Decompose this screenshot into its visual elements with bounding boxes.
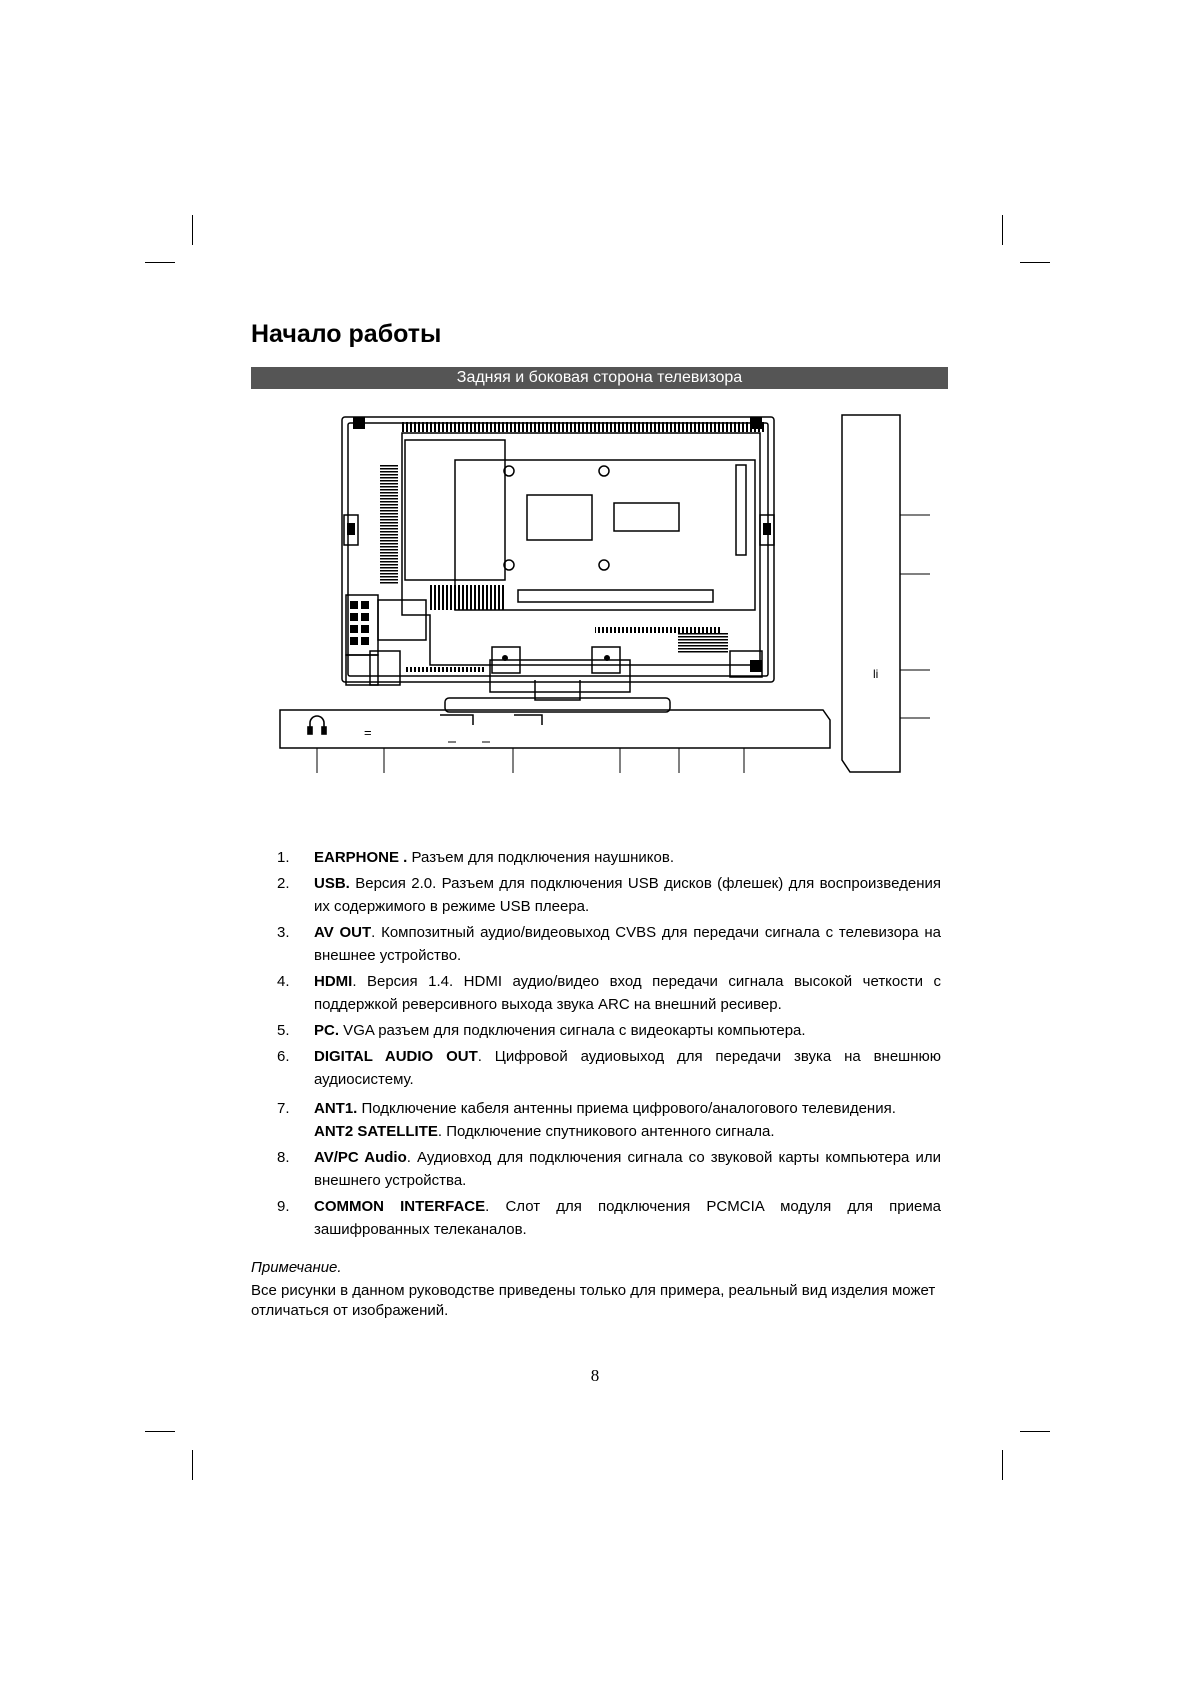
- section-bar: Задняя и боковая сторона телевизора: [251, 367, 948, 389]
- list-item: 1. EARPHONE . Разъем для подключения наушников.: [277, 849, 675, 866]
- note-text: Все рисунки в данном руководстве приведены только для примера, реальный вид изделия может отличаться от изображений.: [251, 1282, 936, 1319]
- list-item: 7. ANT1. Подключение кабеля антенны приема цифрового/аналогового телевидения. ANT2 SATELLITE. Подключение спутникового антенного сигнала.: [277, 1100, 896, 1140]
- list-item: 5. PC. VGA разъем для подключения сигнала с видеокарты компьютера.: [277, 1022, 806, 1039]
- list-item: 4. HDMI. Версия 1.4. HDMI аудио/видео вход передачи сигнала высокой четкости с поддержкой реверсивного выхода звука ARC на внешний ресивер.: [277, 973, 941, 1013]
- crop-mark: [145, 1431, 175, 1432]
- page-number: 8: [590, 1366, 600, 1385]
- connector-list: [277, 846, 941, 1244]
- page-title: Начало работы: [251, 320, 442, 348]
- tv-rear-side-diagram: [250, 405, 940, 815]
- usb-mark: =: [364, 725, 372, 740]
- list-item: 9. COMMON INTERFACE. Слот для подключения PCMCIA модуля для приема зашифрованных телеканалов.: [277, 1198, 941, 1238]
- crop-mark: [192, 215, 193, 245]
- headphone-icon: [308, 716, 326, 734]
- list-item: 2. USB. Версия 2.0. Разъем для подключения USB дисков (флешек) для воспроизведения их содержимого в режиме USB плеера.: [277, 875, 941, 915]
- note-heading: Примечание.: [251, 1259, 342, 1276]
- list-item: 3. AV OUT. Композитный аудио/видеовыход CVBS для передачи сигнала с телевизора на внешнее устройство.: [277, 924, 942, 964]
- list-item: 6. DIGITAL AUDIO OUT. Цифровой аудиовыход для передачи звука на внешнюю аудиосистему.: [277, 1048, 941, 1088]
- list-item: 8. AV/PC Audio. Аудиовход для подключения сигнала со звуковой карты компьютера или внешнего устройства.: [277, 1149, 941, 1189]
- crop-mark: [1020, 1431, 1050, 1432]
- crop-mark: [145, 262, 175, 263]
- crop-mark: [192, 1450, 193, 1480]
- side-panel-mark: li: [873, 667, 879, 681]
- crop-mark: [1002, 215, 1003, 245]
- crop-mark: [1020, 262, 1050, 263]
- crop-mark: [1002, 1450, 1003, 1480]
